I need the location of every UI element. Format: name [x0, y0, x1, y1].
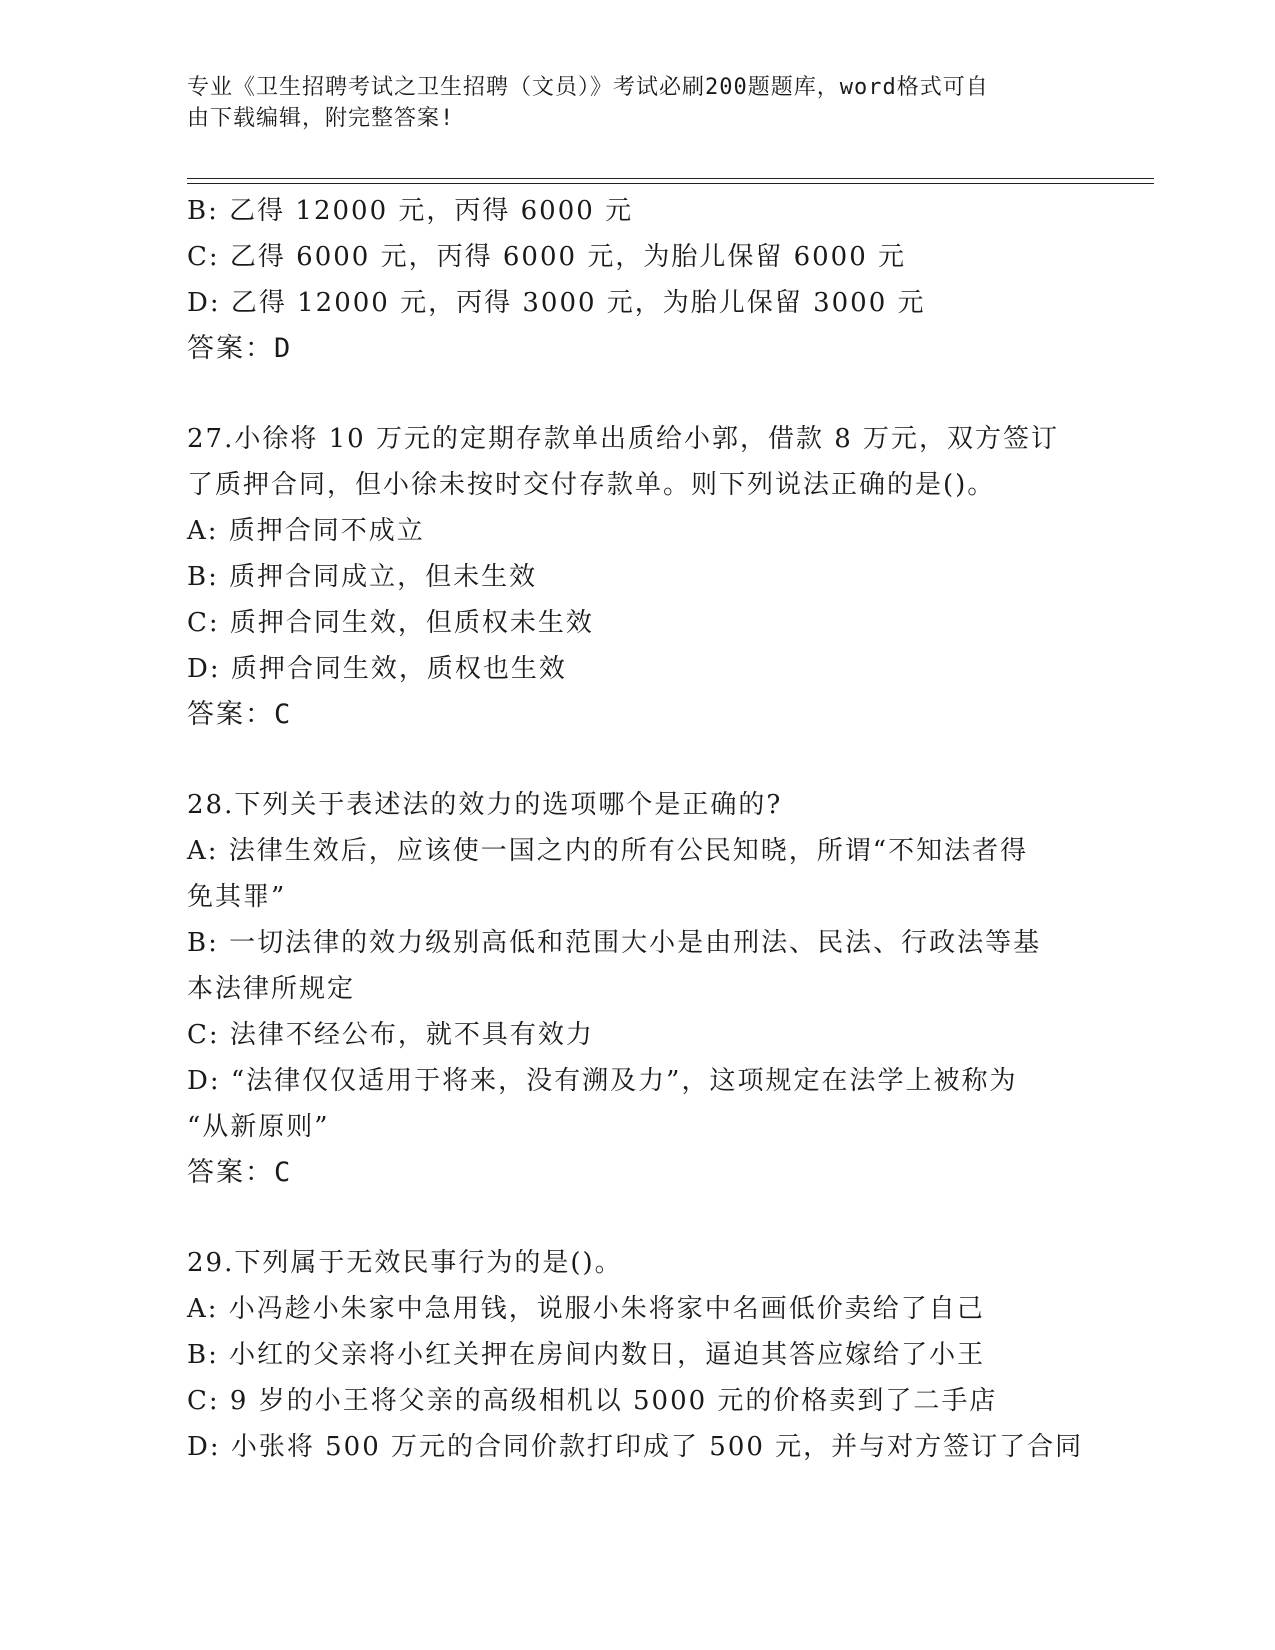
option-d: D: 乙得 12000 元，丙得 3000 元，为胎儿保留 3000 元: [187, 288, 926, 318]
spacer: [187, 372, 1087, 416]
option-c: C: 法律不经公布，就不具有效力: [187, 1020, 594, 1050]
option-d: D: 小张将 500 万元的合同价款打印成了 500 元，并与对方签订了合同: [187, 1432, 1084, 1462]
header-line-1: 专业《卫生招聘考试之卫生招聘（文员）》考试必刷200题题库，word格式可自: [187, 75, 989, 100]
option-a-cont: 免其罪”: [187, 882, 287, 912]
option-b: B: 小红的父亲将小红关押在房间内数日，逼迫其答应嫁给了小王: [187, 1340, 986, 1370]
option-d: D: 质押合同生效，质权也生效: [187, 654, 567, 684]
option-b: B: 质押合同成立，但未生效: [187, 562, 538, 592]
question-content: [187, 188, 1087, 1470]
option-b: B: 乙得 12000 元，丙得 6000 元: [187, 196, 634, 226]
question-stem: 28.下列关于表述法的效力的选项哪个是正确的?: [187, 790, 783, 820]
option-c: C: 9 岁的小王将父亲的高级相机以 5000 元的价格卖到了二手店: [187, 1386, 998, 1416]
header-rule-top: [187, 178, 1154, 179]
question-29: [187, 1240, 1087, 1470]
question-26: [187, 188, 1087, 372]
option-a: A: 法律生效后，应该使一国之内的所有公民知晓，所谓“不知法者得: [187, 836, 1029, 866]
option-c: C: 质押合同生效，但质权未生效: [187, 608, 594, 638]
spacer: [187, 1196, 1087, 1240]
question-stem-cont: 了质押合同，但小徐未按时交付存款单。则下列说法正确的是()。: [187, 470, 996, 500]
question-28: [187, 782, 1087, 1196]
question-stem: 27.小徐将 10 万元的定期存款单出质给小郭，借款 8 万元，双方签订: [187, 424, 1060, 454]
option-c: C: 乙得 6000 元，丙得 6000 元，为胎儿保留 6000 元: [187, 242, 907, 272]
answer: 答案：C: [187, 1157, 293, 1188]
question-27: [187, 416, 1087, 738]
spacer: [187, 738, 1087, 782]
option-d-cont: “从新原则”: [187, 1112, 330, 1142]
answer: 答案：D: [187, 333, 293, 364]
answer: 答案：C: [187, 699, 293, 730]
question-stem: 29.下列属于无效民事行为的是()。: [187, 1248, 623, 1278]
option-b: B: 一切法律的效力级别高低和范围大小是由刑法、民法、行政法等基: [187, 928, 1042, 958]
document-header: [187, 72, 1067, 134]
option-d: D: “法律仅仅适用于将来，没有溯及力”，这项规定在法学上被称为: [187, 1066, 1018, 1096]
header-line-2: 由下载编辑，附完整答案!: [187, 106, 455, 131]
header-rule-bottom: [187, 183, 1154, 184]
option-b-cont: 本法律所规定: [187, 974, 356, 1004]
option-a: A: 质押合同不成立: [187, 516, 425, 546]
option-a: A: 小冯趁小朱家中急用钱，说服小朱将家中名画低价卖给了自己: [187, 1294, 985, 1324]
